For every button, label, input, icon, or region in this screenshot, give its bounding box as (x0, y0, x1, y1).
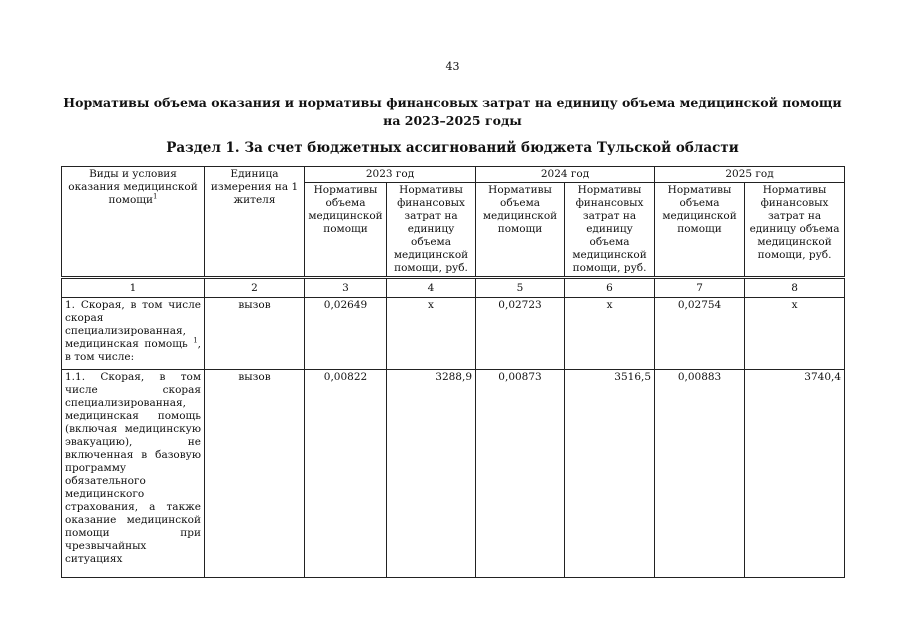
volume-2025: 0,00883 (655, 370, 745, 578)
header-year-2025: 2025 год (655, 167, 845, 183)
section-title: Раздел 1. За счет бюджетных ассигнований бюджета Тульской области (166, 140, 739, 156)
header-type-conditions: Виды и условия оказания медицинской помощи$^1$ (62, 167, 205, 278)
volume-2024: 0,02723 (476, 298, 565, 370)
cost-2025: 3740,4 (745, 370, 845, 578)
cost-2023: 3288,9 (387, 370, 476, 578)
title-line-2: на 2023–2025 годы (383, 113, 522, 128)
header-cost-2023: Нормативы финансовых затрат на единицу объема медицинской помощи, руб. (387, 183, 476, 278)
volume-2025: 0,02754 (655, 298, 745, 370)
header-cost-2024: Нормативы финансовых затрат на единицу объема медицинской помощи, руб. (565, 183, 655, 278)
title-line-1: Нормативы объема оказания и нормативы финансовых затрат на единицу объема медицинской помощи (63, 95, 842, 110)
header-unit: Единица измерения на 1 жителя (205, 167, 305, 278)
col-number: 5 (476, 278, 565, 298)
col-number: 4 (387, 278, 476, 298)
header-volume-2025: Нормативы объема медицинской помощи (655, 183, 745, 278)
volume-2023: 0,00822 (305, 370, 387, 578)
document-title (0, 94, 905, 130)
header-volume-2023: Нормативы объема медицинской помощи (305, 183, 387, 278)
row-unit: вызов (205, 298, 305, 370)
header-cost-2025: Нормативы финансовых затрат на единицу объема медицинской помощи, руб. (745, 183, 845, 278)
column-numbers-row (62, 278, 845, 298)
header-volume-2024: Нормативы объема медицинской помощи (476, 183, 565, 278)
norms-table (61, 166, 845, 578)
page-number: 43 (445, 60, 460, 73)
cost-2025: х (745, 298, 845, 370)
table-row (62, 298, 845, 370)
volume-2024: 0,00873 (476, 370, 565, 578)
col-number: 1 (62, 278, 205, 298)
col-number: 7 (655, 278, 745, 298)
col-number: 6 (565, 278, 655, 298)
header-year-2023: 2023 год (305, 167, 476, 183)
col-number: 2 (205, 278, 305, 298)
row-unit: вызов (205, 370, 305, 578)
header-row-years (62, 167, 845, 183)
header-year-2024: 2024 год (476, 167, 655, 183)
col-number: 3 (305, 278, 387, 298)
table-row (62, 370, 845, 578)
cost-2024: 3516,5 (565, 370, 655, 578)
col-number: 8 (745, 278, 845, 298)
cost-2023: х (387, 298, 476, 370)
volume-2023: 0,02649 (305, 298, 387, 370)
cost-2024: х (565, 298, 655, 370)
row-name: 1. Скорая, в том числе скорая специализированная, медицинская помощь $^1$, в том числе: (62, 298, 205, 370)
row-name: 1.1. Скорая, в том числе скорая специализированная, медицинская помощь (включая медицинскую эвакуацию), не включенная в базовую программу обязательного медицинского страхования, а также оказание медицинской помощи при чрезвычайных ситуациях (62, 370, 205, 578)
